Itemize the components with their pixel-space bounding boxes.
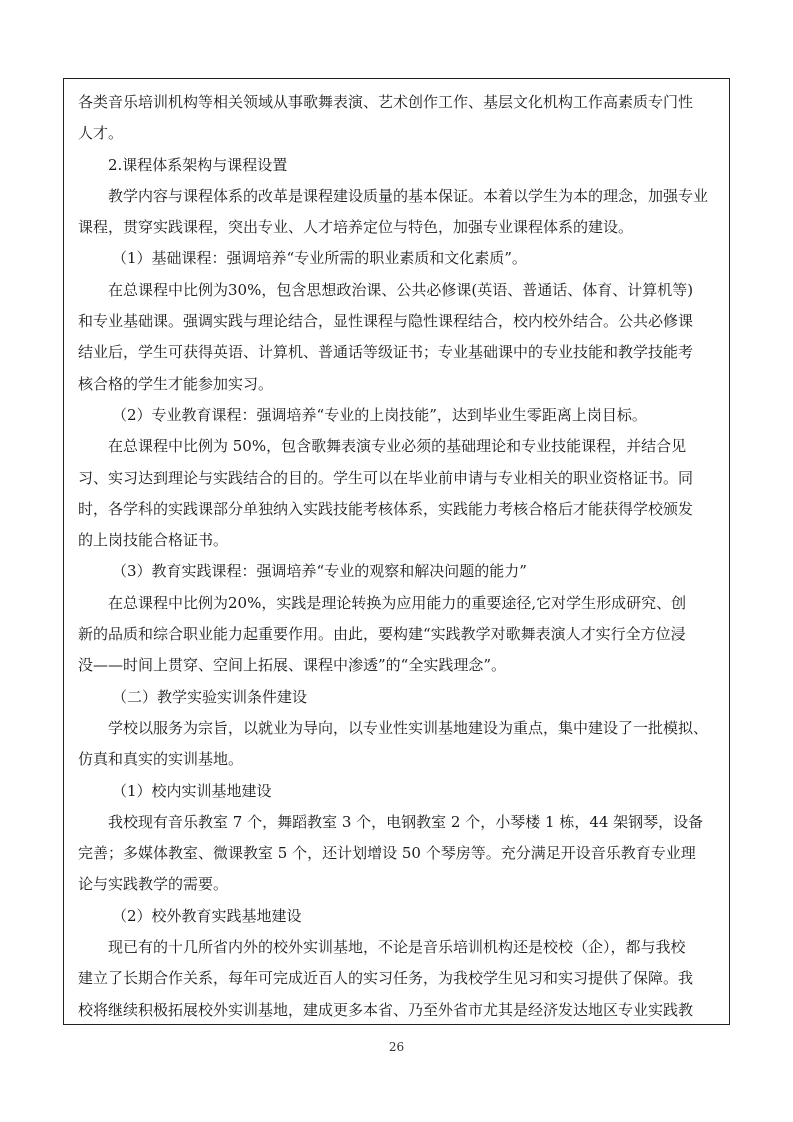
text-line: 2.课程体系架构与课程设置 <box>108 155 288 174</box>
text-line: （2）专业教育课程：强调培养“专业的上岗技能”，达到毕业生零距离上岗目标。 <box>112 405 647 424</box>
text-line: 结业后，学生可获得英语、计算机、普通话等级证书；专业基础课中的专业技能和教学技能考 <box>78 343 694 362</box>
text-line: 新的品质和综合职业能力起重要作用。由此，要构建“实践教学对歌舞表演人才实行全方位浸 <box>78 625 686 644</box>
text-line: （2）校外教育实践基地建设 <box>112 906 302 925</box>
text-line: 在总课程中比例为30%，包含思想政治课、公共必修课(英语、普通话、体育、计算机等) <box>108 280 694 299</box>
text-line: 和专业基础课。强调实践与理论结合，显性课程与隐性课程结合，校内校外结合。公共必修课 <box>78 312 694 331</box>
text-line: 没——时间上贯穿、空间上拓展、课程中渗透”的“全实践理念”。 <box>78 656 507 675</box>
text-line: 校将继续积极拓展校外实训基地，建成更多本省、乃至外省市尤其是经济发达地区专业实践教 <box>78 1000 694 1019</box>
text-line: （二）教学实验实训条件建设 <box>112 687 308 706</box>
text-line: 仿真和真实的实训基地。 <box>78 750 244 769</box>
text-line: 完善；多媒体教室、微课教室 5 个，还计划增设 50 个琴房等。充分满足开设音乐教育专业理 <box>78 844 696 863</box>
text-line: 各类音乐培训机构等相关领域从事歌舞表演、艺术创作工作、基层文化机构工作高素质专门性 <box>78 93 694 111</box>
text-line: 建立了长期合作关系，每年可完成近百人的实习任务，为我校学生见习和实习提供了保障。我 <box>78 969 694 988</box>
text-line: 教学内容与课程体系的改革是课程建设质量的基本保证。本着以学生为本的理念，加强专业 <box>108 186 709 205</box>
text-line: （1）基础课程：强调培养“专业所需的职业素质和文化素质”。 <box>112 249 527 268</box>
text-line: 核合格的学生才能参加实习。 <box>78 374 274 393</box>
document-body <box>78 87 721 1026</box>
text-line: 在总课程中比例为20%，实践是理论转换为应用能力的重要途径,它对学生形成研究、创 <box>108 593 687 612</box>
text-line: 我校现有音乐教室 7 个，舞蹈教室 3 个，电钢教室 2 个，小琴楼 1 栋，44 架钢琴，设备 <box>108 812 704 831</box>
text-line: 的上岗技能合格证书。 <box>78 531 229 550</box>
text-line: 时，各学科的实践课部分单独纳入实践技能考核体系，实践能力考核合格后才能获得学校颁发 <box>78 499 694 518</box>
text-line: 在总课程中比例为 50%，包含歌舞表演专业必须的基础理论和专业技能课程，并结合见 <box>108 437 687 456</box>
text-line: 习、实习达到理论与实践结合的目的。学生可以在毕业前申请与专业相关的职业资格证书。同 <box>78 468 694 487</box>
page-number: 26 <box>388 1040 405 1054</box>
text-line: 人才。 <box>78 124 124 143</box>
text-line: 课程，贯穿实践课程，突出专业、人才培养定位与特色，加强专业课程体系的建设。 <box>78 218 634 237</box>
text-line: 学校以服务为宗旨，以就业为导向，以专业性实训基地建设为重点，集中建设了一批模拟、 <box>108 718 709 737</box>
text-line: （3）教育实践课程：强调培养“专业的观察和解决问题的能力” <box>112 562 527 581</box>
text-line: 论与实践教学的需要。 <box>78 875 229 894</box>
text-line: 现已有的十几所省内外的校外实训基地，不论是音乐培训机构还是校校（企），都与我校 <box>108 938 686 957</box>
text-line: （1）校内实训基地建设 <box>112 781 272 800</box>
